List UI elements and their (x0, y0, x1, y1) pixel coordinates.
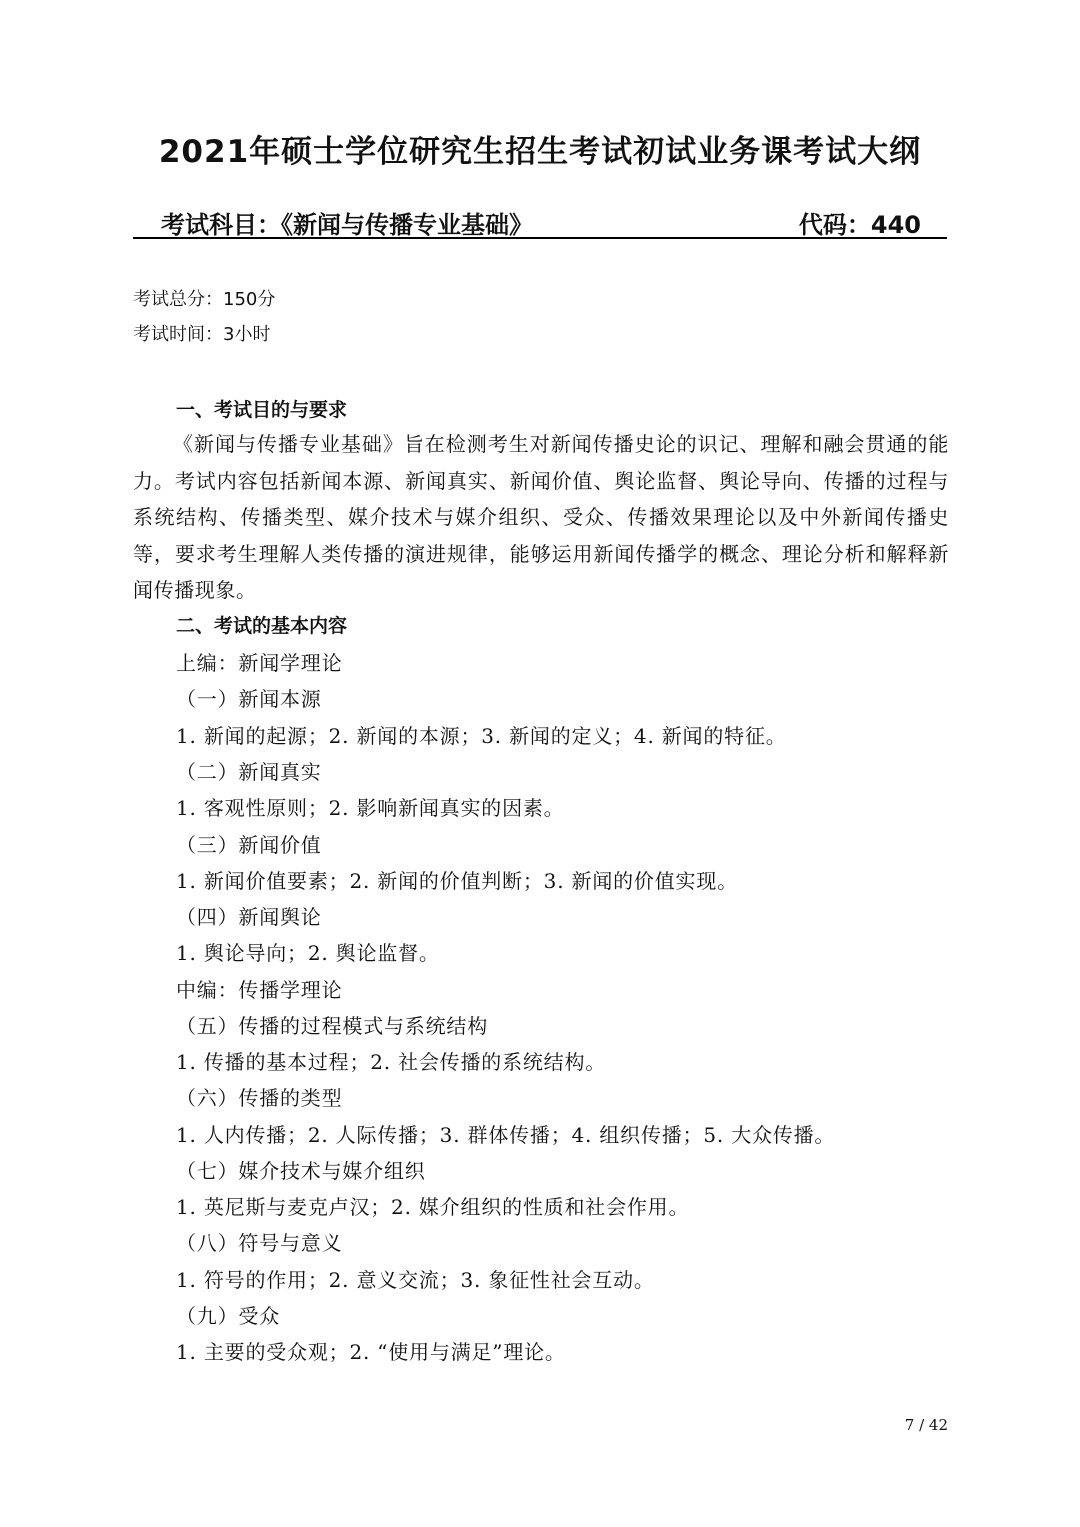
content-line: 1. 客观性原则；2. 影响新闻真实的因素。 (176, 796, 565, 820)
content-line: （二）新闻真实 (176, 760, 322, 784)
content-line: （八）符号与意义 (176, 1231, 343, 1255)
page-number: 7 / 42 (904, 1416, 948, 1434)
total-score: 考试总分：150分 (133, 289, 276, 310)
content-line: 1. 符号的作用；2. 意义交流；3. 象征性社会互动。 (176, 1268, 655, 1292)
content-line: 1. 主要的受众观；2. “使用与满足”理论。 (176, 1340, 566, 1364)
content-line: 1. 人内传播；2. 人际传播；3. 群体传播；4. 组织传播；5. 大众传播。 (176, 1123, 836, 1147)
exam-subject: 考试科目：《新闻与传播专业基础》 (161, 211, 533, 239)
content-line: （三）新闻价值 (176, 833, 322, 857)
content-line: 1. 新闻价值要素；2. 新闻的价值判断；3. 新闻的价值实现。 (176, 869, 738, 893)
content-line: （四）新闻舆论 (176, 905, 322, 929)
content-line: 1. 新闻的起源；2. 新闻的本源；3. 新闻的定义；4. 新闻的特征。 (176, 724, 787, 748)
content-line: （一）新闻本源 (176, 687, 322, 711)
content-line: （七）媒介技术与媒介组织 (176, 1159, 426, 1183)
content-line: （五）传播的过程模式与系统结构 (176, 1014, 488, 1038)
content-line: 1. 英尼斯与麦克卢汉；2. 媒介组织的性质和社会作用。 (176, 1195, 690, 1219)
document-title: 2021年硕士学位研究生招生考试初试业务课考试大纲 (158, 134, 922, 170)
section-heading-purpose: 一、考试目的与要求 (176, 399, 348, 421)
section-heading-content: 二、考试的基本内容 (176, 615, 348, 637)
content-line: （六）传播的类型 (176, 1086, 343, 1110)
exam-code: 代码：440 (798, 211, 921, 239)
content-line: 上编：新闻学理论 (176, 651, 343, 675)
content-line: 中编：传播学理论 (176, 978, 343, 1002)
purpose-paragraph: 《新闻与传播专业基础》旨在检测考生对新闻传播史论的识记、理解和融会贯通的能力。考试内容包括新闻本源、新闻真实、新闻价值、舆论监督、舆论导向、传播的过程与系统结构、传播类型、媒介技术与媒介组织、受众、传播效果理论以及中外新闻传播史等，要求考生理解人类传播的演进规律，能够运用新闻传播学的概念、理论分析和解释新闻传播现象。 (133, 432, 949, 602)
content-line: 1. 传播的基本过程；2. 社会传播的系统结构。 (176, 1050, 607, 1074)
content-line: （九）受众 (176, 1304, 280, 1328)
exam-duration: 考试时间：3小时 (133, 324, 271, 345)
subject-line (133, 203, 947, 239)
content-line: 1. 舆论导向；2. 舆论监督。 (176, 941, 440, 965)
